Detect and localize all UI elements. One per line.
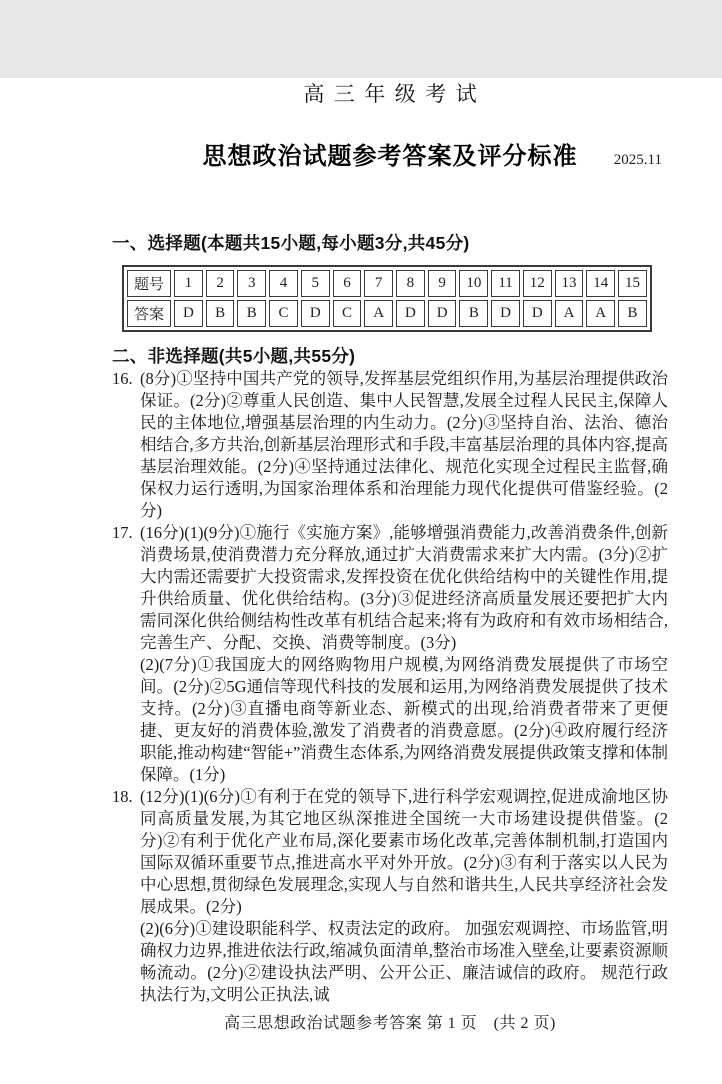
question-18-part1-text: (12分)(1)(6分)①有利于在党的领导下,进行科学宏观调控,促进成渝地区协同高质量发展,为其它地区纵深推进全国统一大市场建设提供借鉴。(2分)②有利于优化产业布局,深化要素市场化改革,完善体制机制,打造国内国际双循环重要节点,推进高水平对外开放。(2分)③有利于落实以人民为中心思想,贯彻绿色发展理念,实现人与自然和谐共生,人民共享经济社会发展成果。(2分) bbox=[140, 787, 668, 916]
q-number: 3 bbox=[237, 270, 266, 297]
answer-cell: D bbox=[396, 300, 425, 327]
answer-cell: D bbox=[523, 300, 552, 327]
answer-cell: D bbox=[174, 300, 203, 327]
q-number: 7 bbox=[364, 270, 393, 297]
question-17-number: 17. bbox=[112, 523, 133, 542]
question-17-paragraph-1 bbox=[112, 522, 668, 654]
section2-heading: 二、非选择题(共5小题,共55分) bbox=[112, 346, 356, 366]
q-number: 14 bbox=[586, 270, 615, 297]
question-16-answer bbox=[112, 368, 668, 522]
document-subtitle: 思想政治试题参考答案及评分标准 bbox=[202, 144, 578, 170]
exam-title: 高三年级考试 bbox=[303, 82, 487, 106]
q-number: 4 bbox=[269, 270, 298, 297]
q-number: 9 bbox=[428, 270, 457, 297]
question-16-paragraph-1 bbox=[112, 368, 668, 522]
answer-cell: B bbox=[237, 300, 266, 327]
section1-heading: 一、选择题(本题共15小题,每小题3分,共45分) bbox=[112, 233, 470, 253]
answer-cell: A bbox=[586, 300, 615, 327]
question-number-row bbox=[127, 270, 647, 297]
answer-cell: B bbox=[459, 300, 488, 327]
question-17-paragraph-2: (2)(7分)①我国庞大的网络购物用户规模,为网络消费发展提供了市场空间。(2分)②5G通信等现代科技的发展和运用,为网络消费发展提供了技术支持。(2分)③直播电商等新业态、新模式的出现,给消费者带来了更便捷、更友好的消费体验,激发了消费者的消费意愿。(2分)④政府履行经济职能,推动构建“智能+”消费生态体系,为网络消费发展提供政策支撑和体制保障。(1分) bbox=[140, 655, 668, 784]
page-content bbox=[112, 78, 668, 1033]
question-18-paragraph-1 bbox=[112, 786, 668, 918]
q-number: 12 bbox=[523, 270, 552, 297]
answer-cell: B bbox=[206, 300, 235, 327]
answer-cell: D bbox=[301, 300, 330, 327]
q-number: 11 bbox=[491, 270, 520, 297]
question-17-part1-text: (16分)(1)(9分)①施行《实施方案》,能够增强消费能力,改善消费条件,创新消费场景,使消费潜力充分释放,通过扩大消费需求来扩大内需。(3分)②扩大内需还需要扩大投资需求,发挥投资在优化供给结构中的关键性作用,提升供给质量、优化供给结构。(3分)③促进经济高质量发展还要把扩大内需同深化供给侧结构性改革有机结合起来;将有为政府和有效市场相结合,完善生产、分配、交换、消费等制度。(3分) bbox=[140, 523, 668, 652]
answer-cell: C bbox=[269, 300, 298, 327]
q-number: 2 bbox=[206, 270, 235, 297]
answer-row bbox=[127, 300, 647, 327]
q-number: 8 bbox=[396, 270, 425, 297]
question-16-number: 16. bbox=[112, 369, 133, 388]
answer-cell: B bbox=[618, 300, 647, 327]
subtitle-row bbox=[112, 136, 668, 172]
row-label-answers: 答案 bbox=[127, 300, 171, 327]
q-number: 5 bbox=[301, 270, 330, 297]
page-footer: 高三思想政治试题参考答案 第 1 页 (共 2 页) bbox=[224, 1015, 556, 1032]
answer-cell: A bbox=[555, 300, 584, 327]
row-label-numbers: 题号 bbox=[127, 270, 171, 297]
answer-cell: D bbox=[491, 300, 520, 327]
question-16-text: (8分)①坚持中国共产党的领导,发挥基层党组织作用,为基层治理提供政治保证。(2分)②尊重人民创造、集中人民智慧,发展全过程人民民主,保障人民的主体地位,增强基层治理的内生动力。(2分)③坚持自治、法治、德治相结合,多方共治,创新基层治理形式和手段,丰富基层治理的具体内容,提高基层治理效能。(2分)④坚持通过法律化、规范化实现全过程民主监督,确保权力运行透明,为国家治理体系和治理能力现代化提供可借鉴经验。(2分) bbox=[140, 369, 668, 520]
q-number: 15 bbox=[618, 270, 647, 297]
q-number: 6 bbox=[333, 270, 362, 297]
answer-cell: A bbox=[364, 300, 393, 327]
answer-cell: D bbox=[428, 300, 457, 327]
question-17-answer bbox=[112, 522, 668, 786]
answer-cell: C bbox=[333, 300, 362, 327]
q-number: 10 bbox=[459, 270, 488, 297]
question-18-paragraph-2: (2)(6分)①建设职能科学、权责法定的政府。 加强宏观调控、市场监管,明确权力边界,推进依法行政,缩减负面清单,整治市场准入壁垒,让要素资源顺畅流动。(2分)②建设执法严明、公开公正、廉洁诚信的政府。 规范行政执法行为,文明公正执法,诚 bbox=[140, 919, 668, 1004]
answer-key-page bbox=[0, 78, 722, 1084]
multiple-choice-answer-table bbox=[122, 265, 652, 332]
q-number: 1 bbox=[174, 270, 203, 297]
question-18-answer bbox=[112, 786, 668, 1006]
question-18-number: 18. bbox=[112, 787, 133, 806]
q-number: 13 bbox=[555, 270, 584, 297]
exam-date: 2025.11 bbox=[613, 152, 662, 168]
